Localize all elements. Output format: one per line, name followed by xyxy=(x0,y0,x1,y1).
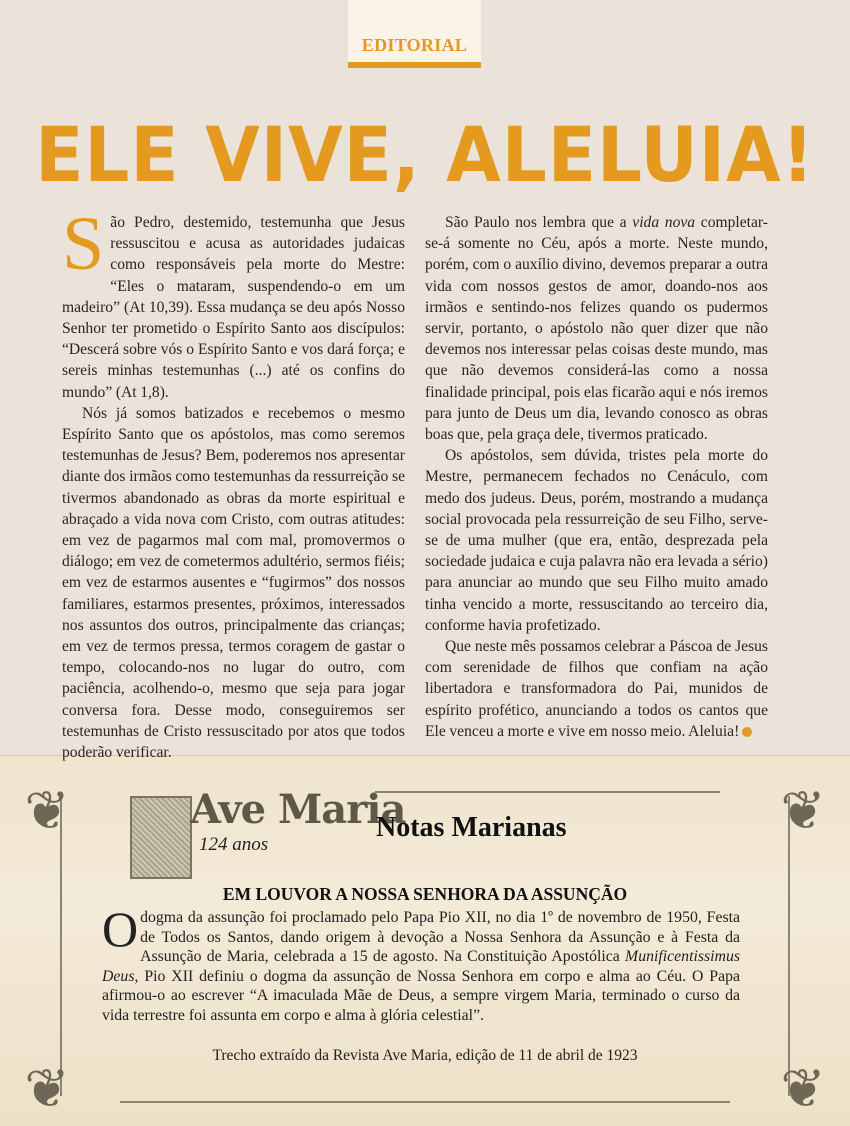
ornament-corner-icon: ❦ xyxy=(24,1057,70,1120)
editorial-column-left xyxy=(62,202,405,763)
section-tab xyxy=(348,0,481,68)
p3-italic: vida nova xyxy=(632,214,696,231)
ornament-corner-icon: ❦ xyxy=(780,779,826,842)
divider xyxy=(375,791,720,793)
paragraph-3 xyxy=(425,212,768,445)
logo-text: Ave Maria xyxy=(190,786,406,833)
page-title: ELE VIVE, ALELUIA! xyxy=(35,110,815,199)
p3-text-b: completar-se-á somente no Céu, após a morte. Neste mundo, porém, com o auxílio divino, devemos preparar a outra vida com nossos gestos de amor, doando-nos aos irmãos e sentindo-nos felizes quando os pudermos servir, portanto, o apóstolo não quer dizer que não devemos nos interessar pelas coisas deste mundo, mas que não devemos considerá-las como a nossa finalidade principal, pois elas ficarão aqui e nós iremos para junto de Deus um dia, levando conosco as obras boas que, pela graça dele, tivermos praticado. xyxy=(425,214,768,444)
p3-text-a: São Paulo nos lembra que a xyxy=(445,214,633,231)
ornament-corner-icon: ❦ xyxy=(24,779,70,842)
notes-italic: Munificentissimus Deus xyxy=(102,948,740,985)
notes-text-b: , Pio XII definiu o dogma da assunção de Nossa Senhora em corpo e alma ao Céu. O Papa afirmou-o ao escrever “A imaculada Mãe de Deus, a sempre virgem Maria, terminado o curso da vida terrestre foi assunta em corpo e alma à glória celestial”. xyxy=(102,967,740,1024)
paragraph-2: Nós já somos batizados e recebemos o mesmo Espírito Santo que os apóstolos, mas como seremos testemunhas de Jesus? Bem, poderemos nos apresentar diante dos irmãos como testemunhas da ressurreição se tivermos abandonado as obras da morte espiritual e abraçado a vida nova com Cristo, com outras atitudes: em vez de pagarmos mal com mal, promovermos o diálogo; em vez de cometermos adultério, sermos fiéis; em vez de estarmos ausentes e “fugirmos” dos nossos familiares, estarmos presentes, próximos, interessados nos assuntos dos outros, principalmente das crianças; em vez de termos pressa, termos coragem de gastar o tempo, colocando-nos no lugar do outro, com paciência, acolhendo-o, mesmo que seja para jogar conversa fora. Desse modo, conseguiremos ser testemunhas de Cristo ressuscitado por atos que todos poderão verificar. xyxy=(62,404,405,762)
drop-cap: S xyxy=(62,202,105,286)
notes-title: Notas Marianas xyxy=(376,812,567,843)
end-mark-icon xyxy=(742,727,752,737)
source-caption: Trecho extraído da Revista Ave Maria, edição de 11 de abril de 1923 xyxy=(212,1047,638,1064)
p5-text: Que neste mês possamos celebrar a Páscoa de Jesus com serenidade de filhos que confiam na ação libertadora e transformadora do Pai, munidos de espírito profético, anunciando a todos os cantos que Ele venceu a morte e vive em nosso meio. Aleluia! xyxy=(425,638,768,740)
notes-text-a: dogma da assunção foi proclamado pelo Papa Pio XII, no dia 1º de novembro de 1950, Festa de Todos os Santos, dando origem à devoção a Nossa Senhora da Assunção e à Festa da Assunção de Maria, celebrada a 15 de agosto. Na Constituição Apostólica xyxy=(140,909,740,965)
paragraph-4: Os apóstolos, sem dúvida, tristes pela morte do Mestre, permanecem fechados no Cenáculo, com medo dos judeus. Deus, porém, mostrando a mudança social provocada pela ressurreição de seu Filho, serve-se de uma mulher (que era, então, desprezada pela sociedade judaica e cuja palavra não era levada a sério) para anunciar ao mundo que seu Filho muito amado tinha vencido a morte, ressuscitando ao terceiro dia, conforme havia profetizado. xyxy=(425,447,768,634)
paragraph-1-text: ão Pedro, destemido, testemunha que Jesus ressuscitou e acusa as autoridades judaicas como responsáveis pela morte do Mestre: “Eles o mataram, suspendendo-o em um madeiro” (At 10,39). Essa mudança se deu após Nosso Senhor ter prometido o Espírito Santo aos discípulos: “Descerá sobre vós o Espírito Santo e vos dará força; e sereis minhas testemunhas (...) até os confins do mundo” (At 1,8). xyxy=(62,214,405,401)
logo-subtitle: 124 anos xyxy=(199,834,269,855)
notes-heading: EM LOUVOR A NOSSA SENHORA DA ASSUNÇÃO xyxy=(222,884,628,904)
paragraph-1 xyxy=(62,202,405,403)
notes-body xyxy=(102,901,740,1025)
editorial-column-right xyxy=(425,212,768,742)
divider xyxy=(120,1101,730,1103)
drop-cap: O xyxy=(102,901,139,957)
ornament-corner-icon: ❦ xyxy=(780,1057,826,1120)
notas-marianas-box xyxy=(0,755,850,1126)
paragraph-5 xyxy=(425,636,768,742)
ave-maria-logo-image xyxy=(130,796,192,879)
section-tab-label: EDITORIAL xyxy=(361,35,468,55)
